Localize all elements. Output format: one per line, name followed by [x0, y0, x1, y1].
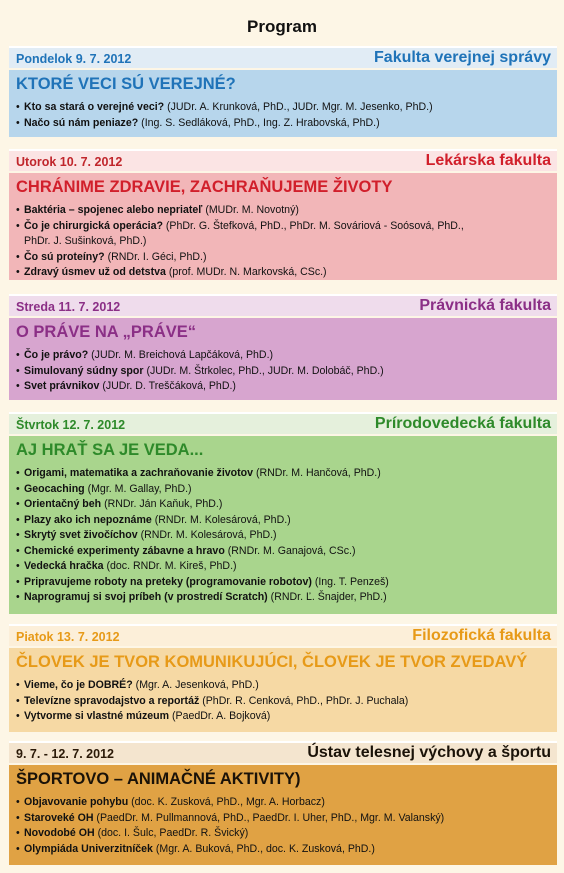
lecture-title: Kto sa stará o verejné veci?: [24, 101, 165, 113]
section-header: [9, 294, 557, 316]
section-body: [9, 648, 557, 732]
lecture-lecturers: (JUDr. D. Treščáková, PhD.): [99, 380, 236, 392]
lecture-lecturers: (Mgr. A. Jesenková, PhD.): [132, 679, 259, 691]
lecture-item: [16, 842, 551, 858]
section-date: Pondelok 9. 7. 2012: [16, 52, 132, 66]
section-body: [9, 70, 557, 137]
faculty-name: Právnická fakulta: [419, 297, 551, 314]
lecture-item: [16, 678, 551, 694]
lecture-lecturers: (MUDr. M. Novotný): [202, 204, 299, 216]
lecture-title: Origami, matematika a zachraňovanie životov: [24, 467, 254, 479]
lecture-lecturers: (PhDr. R. Cenková, PhD., PhDr. J. Puchala): [199, 694, 409, 707]
section-body: [9, 318, 557, 400]
lecture-item: [16, 513, 551, 529]
lecture-item: [16, 811, 551, 827]
lecture-lecturers: (doc. I. Šulc, PaedDr. R. Švický): [94, 827, 249, 839]
section-thursday: [9, 412, 557, 614]
lecture-title: Skrytý svet živočíchov: [24, 529, 138, 541]
section-date: Streda 11. 7. 2012: [16, 300, 121, 314]
section-topic: CHRÁNIME ZDRAVIE, ZACHRAŇUJEME ŽIVOTY: [16, 178, 393, 196]
lecture-item: [16, 203, 551, 219]
section-topic: O PRÁVE NA „PRÁVE“: [16, 323, 197, 341]
lecture-lecturers: (RNDr. M. Kolesárová, PhD.): [151, 513, 291, 526]
lecture-lecturers: (Ing. S. Sedláková, PhD., Ing. Z. Hrabovská, PhD.): [138, 116, 380, 129]
lecture-list: [16, 678, 551, 725]
lecture-item: [16, 826, 551, 842]
lecture-lecturers-continued: PhDr. J. Sušinková, PhD.): [24, 235, 147, 247]
section-date: Utorok 10. 7. 2012: [16, 155, 123, 169]
lecture-lecturers: (Ing. T. Penzeš): [311, 575, 389, 588]
lecture-title: Chemické experimenty zábavne a hravo: [24, 544, 225, 557]
lecture-item: [16, 379, 551, 395]
lecture-item: [16, 795, 551, 811]
lecture-title: Staroveké OH: [24, 811, 94, 824]
section-topic: ČLOVEK JE TVOR KOMUNIKUJÚCI, ČLOVEK JE TVOR ZVEDAVÝ: [16, 653, 528, 671]
section-header: [9, 741, 557, 763]
section-date: 9. 7. - 12. 7. 2012: [16, 747, 114, 761]
lecture-title: Plazy ako ich nepoznáme: [24, 513, 152, 526]
section-date: Piatok 13. 7. 2012: [16, 630, 120, 644]
lecture-title: Geocaching: [24, 482, 85, 495]
lecture-item: [16, 364, 551, 380]
lecture-item: [16, 544, 551, 560]
lecture-title: Načo sú nám peniaze?: [24, 116, 139, 129]
lecture-title: Čo sú proteíny?: [24, 250, 105, 263]
section-sport: [9, 741, 557, 865]
section-body: [9, 765, 557, 865]
lecture-item: [16, 559, 551, 575]
section-topic: ŠPORTOVO – ANIMAČNÉ AKTIVITY): [16, 770, 301, 788]
lecture-title: Čo je chirurgická operácia?: [24, 219, 163, 232]
section-body: [9, 173, 557, 280]
lecture-title: Pripravujeme roboty na preteky (programovanie robotov): [24, 575, 312, 588]
lecture-lecturers: (JUDr. A. Krunková, PhD., JUDr. Mgr. M. Jesenko, PhD.): [164, 101, 433, 113]
lecture-title: Objavovanie pohybu: [24, 796, 129, 808]
lecture-list: [16, 348, 551, 395]
lecture-lecturers: (JUDr. M. Štrkolec, PhD., JUDr. M. Dolobáč, PhD.): [143, 364, 384, 377]
section-topic: AJ HRAŤ SA JE VEDA...: [16, 441, 204, 459]
lecture-title: Olympiáda Univerzitníček: [24, 842, 153, 855]
lecture-title: Svet právnikov: [24, 380, 100, 392]
lecture-title: Čo je právo?: [24, 349, 89, 361]
lecture-lecturers: (PaedDr. A. Bojková): [169, 710, 271, 722]
section-wednesday: [9, 294, 557, 400]
lecture-title: Vedecká hračka: [24, 560, 104, 572]
section-header: [9, 149, 557, 171]
lecture-lecturers: (RNDr. M. Kolesárová, PhD.): [137, 529, 277, 541]
lecture-list: [16, 100, 551, 131]
lecture-item: [16, 219, 551, 250]
page-title: Program: [247, 17, 317, 36]
lecture-lecturers: (Mgr. M. Gallay, PhD.): [84, 482, 192, 495]
section-header: [9, 624, 557, 646]
lecture-lecturers: (Mgr. A. Buková, PhD., doc. K. Zusková, PhD.): [152, 842, 375, 855]
section-body: [9, 436, 557, 614]
lecture-title: Zdravý úsmev už od detstva: [24, 266, 166, 278]
lecture-item: [16, 590, 551, 606]
lecture-title: Simulovaný súdny spor: [24, 364, 144, 377]
lecture-item: [16, 482, 551, 498]
lecture-item: [16, 348, 551, 364]
lecture-lecturers: (RNDr. I. Géci, PhD.): [104, 250, 207, 263]
lecture-item: [16, 709, 551, 725]
lecture-item: [16, 528, 551, 544]
lecture-list: [16, 795, 551, 857]
section-tuesday: [9, 149, 557, 280]
lecture-lecturers: (RNDr. Ľ. Šnajder, PhD.): [267, 591, 387, 603]
lecture-title: Vieme, čo je DOBRÉ?: [24, 679, 133, 691]
faculty-name: Prírodovedecká fakulta: [374, 415, 551, 432]
lecture-item: [16, 694, 551, 710]
lecture-item: [16, 116, 551, 132]
section-header: [9, 412, 557, 434]
section-friday: [9, 624, 557, 732]
lecture-item: [16, 100, 551, 116]
section-topic: KTORÉ VECI SÚ VEREJNÉ?: [16, 75, 236, 93]
lecture-list: [16, 466, 551, 606]
faculty-name: Filozofická fakulta: [412, 627, 551, 644]
faculty-name: Ústav telesnej výchovy a športu: [307, 744, 551, 761]
lecture-list: [16, 203, 551, 281]
lecture-item: [16, 466, 551, 482]
lecture-title: Televízne spravodajstvo a reportáž: [24, 694, 200, 707]
faculty-name: Lekárska fakulta: [425, 152, 551, 169]
lecture-title: Baktéria – spojenec alebo nepriateľ: [24, 204, 203, 216]
lecture-item: [16, 575, 551, 591]
lecture-lecturers: (RNDr. M. Ganajová, CSc.): [224, 544, 356, 557]
section-monday: [9, 46, 557, 137]
lecture-lecturers: (JUDr. M. Breichová Lapčáková, PhD.): [88, 349, 274, 361]
lecture-title: Naprogramuj si svoj príbeh (v prostredí Scratch): [24, 591, 268, 603]
lecture-lecturers: (prof. MUDr. N. Markovská, CSc.): [165, 266, 327, 278]
lecture-lecturers: (doc. K. Zusková, PhD., Mgr. A. Horbacz): [128, 796, 325, 808]
lecture-title: Vytvorme si vlastné múzeum: [24, 710, 170, 722]
lecture-item: [16, 497, 551, 513]
lecture-title: Orientačný beh: [24, 498, 102, 510]
section-header: [9, 46, 557, 68]
lecture-item: [16, 250, 551, 266]
lecture-lecturers: (RNDr. Ján Kaňuk, PhD.): [101, 498, 223, 510]
lecture-item: [16, 265, 551, 281]
lecture-lecturers: (RNDr. M. Hančová, PhD.): [253, 467, 381, 479]
faculty-name: Fakulta verejnej správy: [374, 49, 551, 66]
lecture-lecturers: (PhDr. G. Štefková, PhD., PhDr. M. Sováriová - Soósová, PhD.,: [162, 219, 464, 232]
lecture-lecturers: (doc. RNDr. M. Kireš, PhD.): [103, 560, 237, 572]
section-date: Štvrtok 12. 7. 2012: [16, 418, 126, 432]
lecture-lecturers: (PaedDr. M. Pullmannová, PhD., PaedDr. I. Uher, PhD., Mgr. M. Valanský): [93, 811, 445, 824]
lecture-title: Novodobé OH: [24, 827, 95, 839]
